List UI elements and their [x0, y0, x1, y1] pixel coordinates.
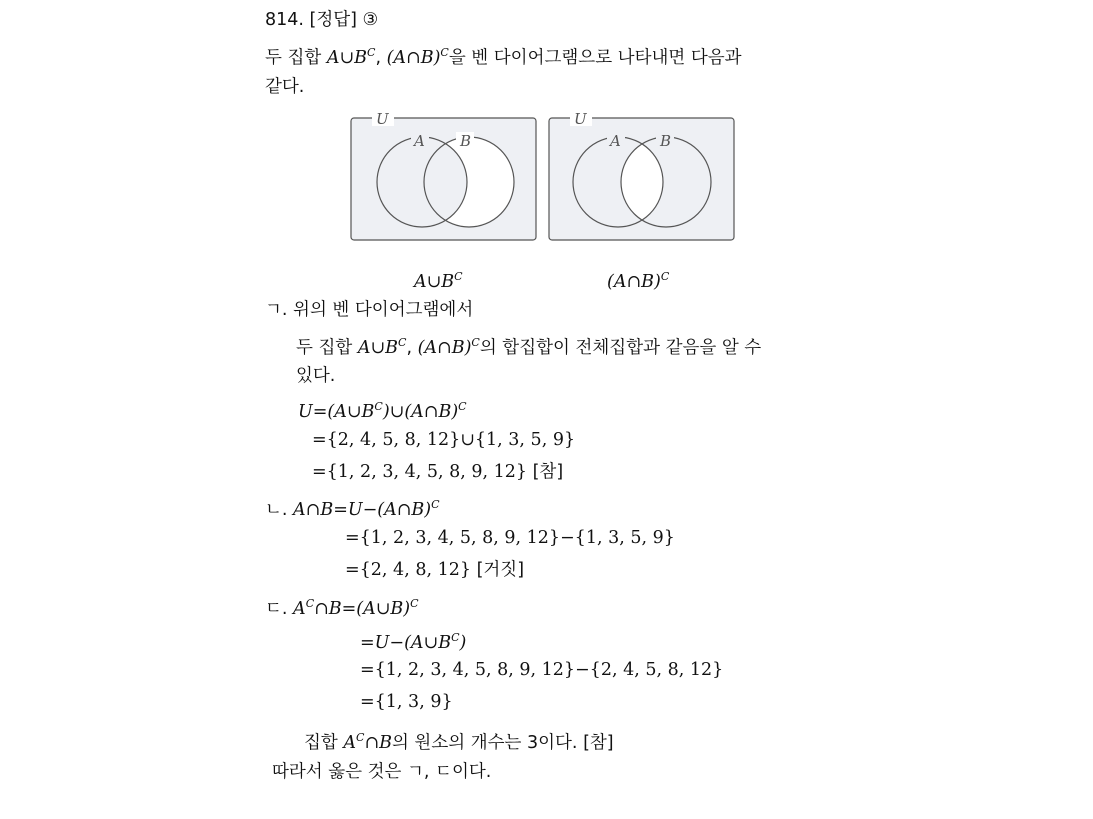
item-d-marker: ㄷ.	[265, 599, 288, 619]
item-g-line-2: 두 집합 $A\cup B^C$, (A∩B)$^C$의 합집합이 전체집합과 같음을 알 수	[296, 336, 762, 358]
item-g-line-1: ㄱ. 위의 벤 다이어그램에서	[265, 300, 474, 320]
intro-prefix: 두 집합	[265, 48, 327, 68]
item-d-verdict: [참]	[583, 733, 614, 753]
intro-line-2: 같다.	[265, 77, 305, 97]
venn-caption-1: $A\cup B^C$	[414, 270, 463, 292]
b-label-2: B	[660, 132, 672, 150]
item-n-marker: ㄴ.	[265, 500, 288, 520]
u-label-2: U	[574, 110, 587, 128]
intro-set1: A∪B	[326, 48, 368, 68]
a-label-1: A	[414, 132, 425, 150]
intro-set1-complement: C	[367, 46, 376, 59]
intro-line-1	[265, 41, 742, 70]
item-d-note: 집합 $A^C\cap B$의 원소의 개수는 3이다. [참]	[304, 731, 614, 753]
intro-set2-complement: C	[440, 46, 449, 59]
venn-diagram-intersection-complement	[548, 110, 736, 244]
conclusion: 따라서 옳은 것은 ㄱ, ㄷ이다.	[272, 762, 492, 782]
intro-suffix: 을 벤 다이어그램으로 나타내면 다음과	[448, 48, 742, 68]
intro-set2: (A∩B)	[386, 48, 441, 68]
item-n-eq-1: ㄴ. A∩B=U−(A∩B)$^C$	[265, 498, 440, 520]
item-d-eq-3: ={1, 2, 3, 4, 5, 8, 9, 12}−{2, 4, 5, 8, 12}	[360, 660, 724, 680]
item-n-eq-3: ={2, 4, 8, 12} [거짓]	[345, 560, 525, 580]
item-d-eq-4: ={1, 3, 9}	[360, 692, 453, 712]
item-g-eq-3: ={1, 2, 3, 4, 5, 8, 9, 12} [참]	[312, 462, 564, 482]
u-label-1: U	[376, 110, 389, 128]
item-n-eq-2: ={1, 2, 3, 4, 5, 8, 9, 12}−{1, 3, 5, 9}	[345, 528, 675, 548]
b-label-1: B	[460, 132, 472, 150]
a-label-2: A	[610, 132, 621, 150]
item-g-verdict: [참]	[532, 462, 564, 482]
item-g-line-3: 있다.	[296, 366, 336, 386]
item-g-marker: ㄱ.	[265, 300, 288, 320]
answer-header: 814. [정답] ③	[265, 10, 379, 30]
intro-mid: ,	[375, 48, 387, 68]
item-g-eq-1: $U=(A\cup B^C)\cup(A\cap B)^C$	[298, 400, 467, 422]
item-d-eq-2: $=U-(A\cup B^C)$	[360, 631, 467, 653]
item-n-verdict: [거짓]	[476, 560, 525, 580]
item-d-eq-1: ㄷ. $A^C\cap B=(A\cup B)^C$	[265, 597, 419, 619]
venn-caption-2: (A∩B)$^C$	[607, 270, 670, 292]
venn-diagram-union-bc	[350, 110, 538, 244]
item-g-eq-2: ={2, 4, 5, 8, 12}∪{1, 3, 5, 9}	[312, 430, 576, 450]
